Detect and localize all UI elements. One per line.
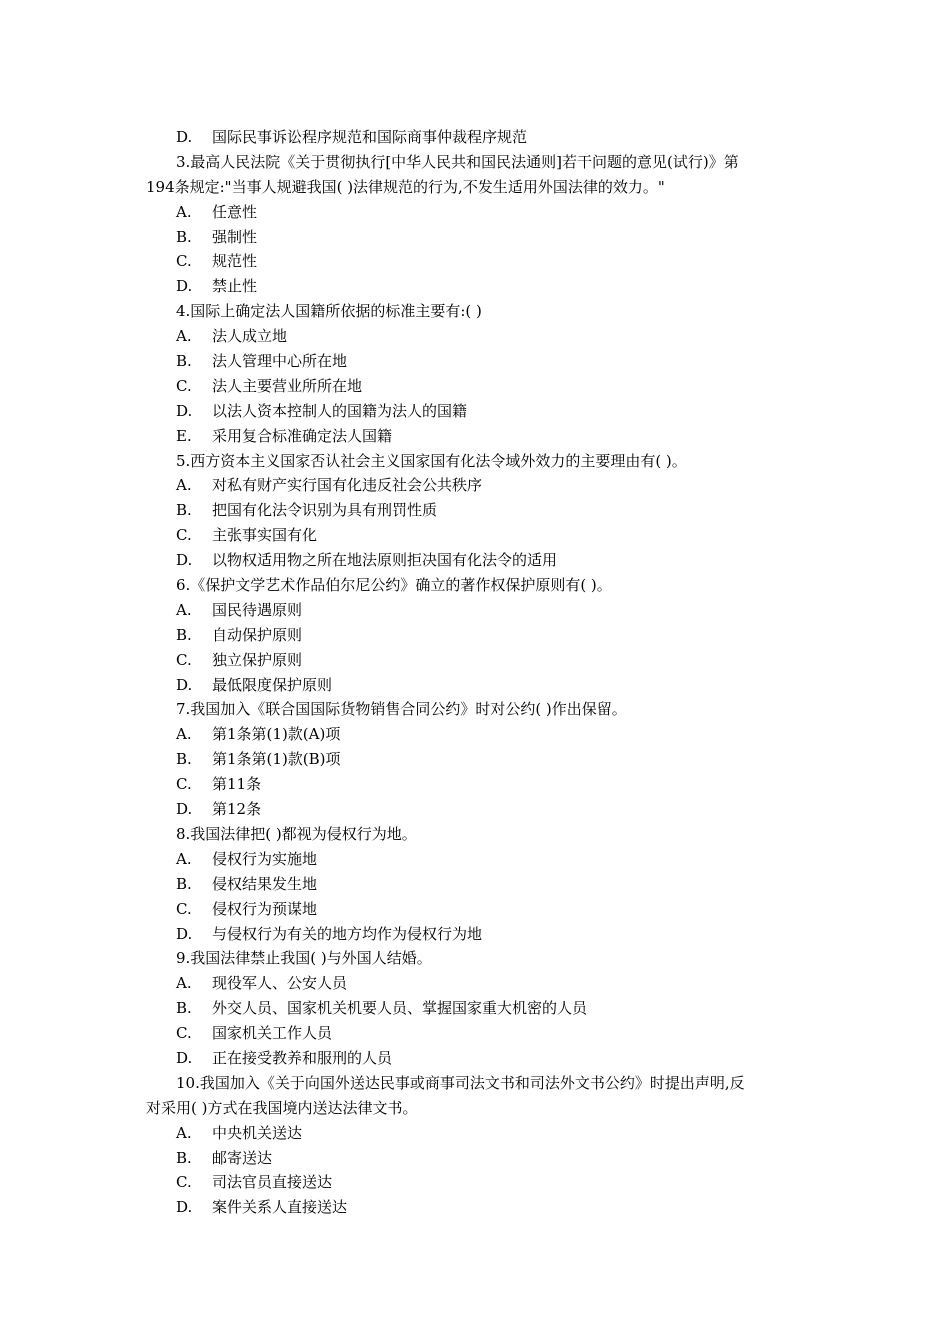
option-text: 邮寄送达: [212, 1148, 273, 1167]
answer-option: [146, 523, 814, 548]
option-letter: A.: [176, 327, 192, 346]
answer-option: [146, 673, 814, 698]
option-text: 现役军人、公安人员: [212, 974, 348, 993]
option-letter: A.: [176, 1123, 192, 1142]
option-text: 外交人员、国家机关机要人员、掌握国家重大机密的人员: [212, 999, 588, 1018]
answer-option: [146, 473, 814, 498]
option-letter: B.: [176, 501, 192, 520]
option-text: 第11条: [212, 775, 262, 794]
answer-option: [146, 1170, 814, 1195]
answer-option: [146, 225, 814, 250]
answer-option: [146, 125, 814, 150]
option-letter: E.: [176, 426, 192, 445]
answer-option: [146, 772, 814, 797]
option-letter: D.: [176, 128, 193, 146]
option-letter: D.: [176, 800, 193, 819]
option-text: 规范性: [212, 252, 258, 271]
question-text: 9.我国法律禁止我国( )与外国人结婚。: [176, 949, 432, 968]
answer-option: [146, 922, 814, 947]
question-text: 5.西方资本主义国家否认社会主义国家国有化法令域外效力的主要理由有( )。: [176, 451, 687, 470]
option-text: 对私有财产实行国有化违反社会公共秩序: [212, 476, 483, 495]
option-text: 侵权行为预谋地: [212, 899, 318, 918]
option-text: 法人管理中心所在地: [212, 352, 348, 371]
option-text: 禁止性: [212, 277, 258, 296]
answer-option: [146, 722, 814, 747]
option-letter: D.: [176, 277, 193, 296]
answer-option: [146, 498, 814, 523]
option-letter: D.: [176, 401, 193, 420]
option-letter: B.: [176, 1148, 192, 1167]
option-text: 侵权结果发生地: [212, 874, 318, 893]
answer-option: [146, 200, 814, 225]
option-letter: D.: [176, 675, 193, 694]
answer-option: [146, 249, 814, 274]
option-text: 司法官员直接送达: [212, 1173, 333, 1192]
answer-option: [146, 996, 814, 1021]
option-letter: A.: [176, 476, 192, 495]
question-text: 8.我国法律把( )都视为侵权行为地。: [176, 824, 417, 843]
option-text: 自动保护原则: [212, 625, 303, 644]
answer-option: [146, 324, 814, 349]
question-text: 4.国际上确定法人国籍所依据的标准主要有:( ): [176, 302, 482, 321]
option-text: 以法人资本控制人的国籍为法人的国籍: [212, 401, 468, 420]
answer-option: [146, 548, 814, 573]
answer-option: [146, 897, 814, 922]
question-continuation: 对采用( )方式在我国境内送达法律文书。: [146, 1098, 418, 1117]
answer-option: [146, 598, 814, 623]
answer-option: [146, 1195, 814, 1220]
option-letter: A.: [176, 202, 192, 221]
option-text: 侵权行为实施地: [212, 849, 318, 868]
option-letter: D.: [176, 1198, 193, 1217]
option-letter: C.: [176, 252, 192, 271]
option-text: 强制性: [212, 227, 258, 246]
answer-option: [146, 399, 814, 424]
question-continuation: 194条规定:"当事人规避我国( )法律规范的行为,不发生适用外国法律的效力。": [146, 177, 665, 196]
option-letter: C.: [176, 1173, 192, 1192]
option-text: 国际民事诉讼程序规范和国际商事仲裁程序规范: [212, 128, 528, 146]
option-letter: B.: [176, 750, 192, 769]
answer-option: [146, 1021, 814, 1046]
question-text: 3.最高人民法院《关于贯彻执行[中华人民共和国民法通则]若干问题的意见(试行)》第: [176, 152, 739, 171]
option-text: 案件关系人直接送达: [212, 1198, 348, 1217]
answer-option: [146, 847, 814, 872]
answer-option: [146, 1121, 814, 1146]
answer-option: [146, 747, 814, 772]
option-letter: D.: [176, 551, 193, 570]
document-body: [146, 125, 814, 1220]
option-letter: C.: [176, 775, 192, 794]
option-letter: B.: [176, 625, 192, 644]
option-letter: C.: [176, 650, 192, 669]
option-letter: A.: [176, 600, 192, 619]
answer-option: [146, 274, 814, 299]
option-letter: B.: [176, 227, 192, 246]
option-text: 第12条: [212, 800, 262, 819]
option-text: 中央机关送达: [212, 1123, 303, 1142]
answer-option: [146, 349, 814, 374]
question-text: 7.我国加入《联合国国际货物销售合同公约》时对公约( )作出保留。: [176, 700, 627, 719]
answer-option: [146, 374, 814, 399]
option-letter: B.: [176, 874, 192, 893]
option-text: 与侵权行为有关的地方均作为侵权行为地: [212, 924, 483, 943]
option-letter: D.: [176, 924, 193, 943]
option-letter: A.: [176, 974, 192, 993]
option-text: 把国有化法令识别为具有刑罚性质: [212, 501, 438, 520]
option-text: 主张事实国有化: [212, 526, 318, 545]
answer-option: [146, 797, 814, 822]
answer-option: [146, 971, 814, 996]
option-text: 以物权适用物之所在地法原则拒决国有化法令的适用: [212, 551, 558, 570]
option-text: 最低限度保护原则: [212, 675, 333, 694]
option-letter: C.: [176, 899, 192, 918]
option-text: 正在接受教养和服刑的人员: [212, 1048, 393, 1067]
option-text: 独立保护原则: [212, 650, 303, 669]
option-letter: C.: [176, 376, 192, 395]
answer-option: [146, 1046, 814, 1071]
option-text: 采用复合标准确定法人国籍: [212, 426, 393, 445]
option-letter: B.: [176, 352, 192, 371]
question-text: 6.《保护文学艺术作品伯尔尼公约》确立的著作权保护原则有( )。: [176, 576, 612, 595]
question-text: 10.我国加入《关于向国外送达民事或商事司法文书和司法外文书公约》时提出声明,反: [176, 1073, 745, 1092]
option-text: 第1条第(1)款(A)项: [212, 725, 341, 744]
answer-option: [146, 424, 814, 449]
option-text: 任意性: [212, 202, 258, 221]
answer-option: [146, 648, 814, 673]
answer-option: [146, 623, 814, 648]
option-letter: C.: [176, 1024, 192, 1043]
option-text: 国家机关工作人员: [212, 1024, 333, 1043]
answer-option: [146, 1146, 814, 1171]
answer-option: [146, 872, 814, 897]
option-letter: A.: [176, 849, 192, 868]
option-text: 国民待遇原则: [212, 600, 303, 619]
option-text: 法人主要营业所所在地: [212, 376, 363, 395]
option-letter: C.: [176, 526, 192, 545]
option-letter: A.: [176, 725, 192, 744]
option-letter: D.: [176, 1048, 193, 1067]
option-text: 第1条第(1)款(B)项: [212, 750, 341, 769]
option-letter: B.: [176, 999, 192, 1018]
option-text: 法人成立地: [212, 327, 288, 346]
